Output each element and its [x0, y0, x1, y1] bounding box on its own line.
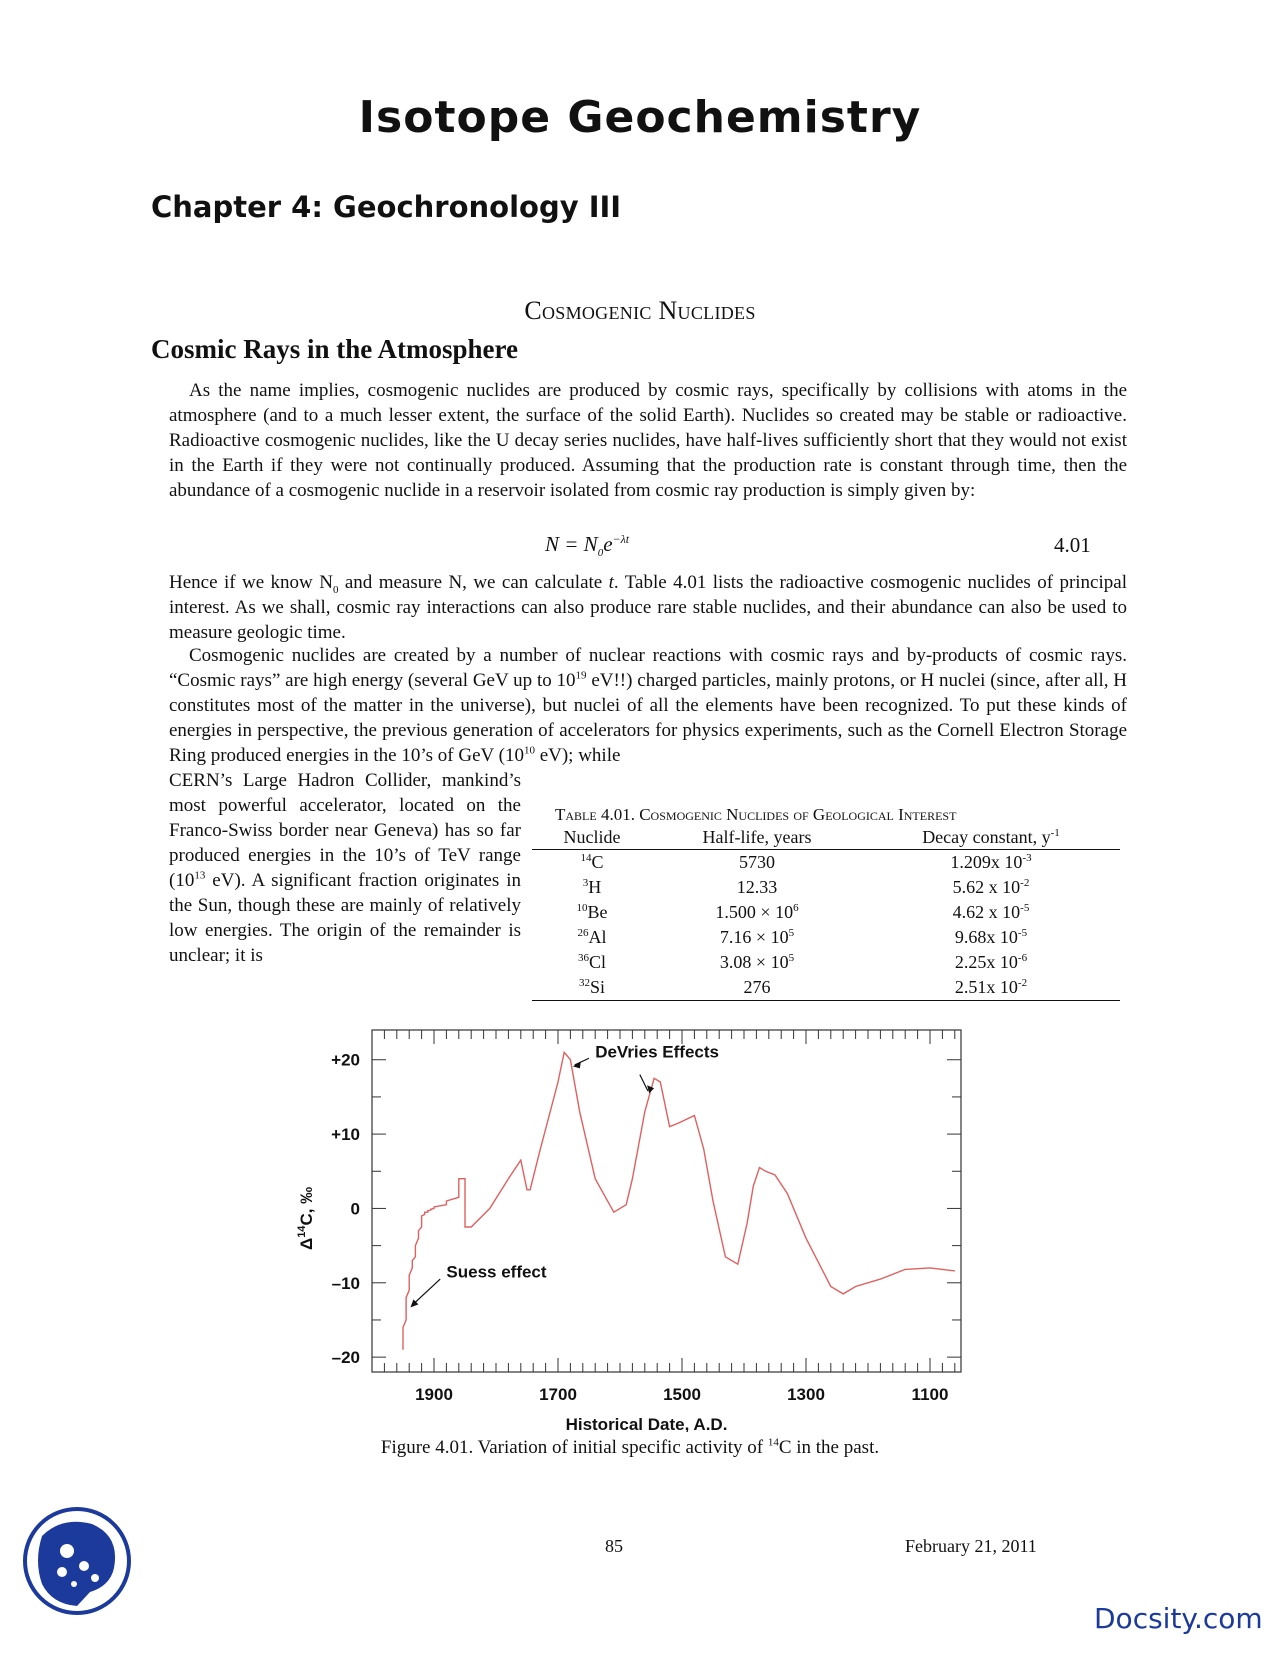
header-nuclide: Nuclide — [532, 827, 652, 850]
paragraph-hence-a: Hence if we know N — [169, 572, 333, 593]
half-life-value: 1.500 × 10 — [715, 902, 794, 922]
paragraph-cosmic-rays-wrap — [169, 768, 521, 968]
y-tick-label: 0 — [350, 1199, 360, 1219]
equation-exponent: −λt — [612, 532, 630, 546]
table-row — [532, 900, 1120, 925]
y-tick-label: +10 — [331, 1125, 360, 1145]
element-symbol: Si — [589, 977, 605, 997]
n0-subscript: 0 — [332, 583, 339, 596]
exponent-10: 10 — [523, 744, 535, 757]
chapter-title: Chapter 4: Geochronology III — [151, 190, 622, 224]
cell-half-life — [652, 975, 862, 1001]
element-symbol: H — [588, 877, 602, 897]
x-tick-label: 1900 — [415, 1385, 453, 1404]
figure-caption-exp: 14 — [767, 1436, 779, 1449]
paragraph-cosmic-rays-b: eV!!) charged particles, mainly protons, or H nuclei (since, after all, H constitutes most of the matter in the universe), but nuclei of all the elements have been recognized. To put these kinds of energies in perspective, the previous generation of accelerators for physics experiments, such as the Cornell Electron Storage Ring produced energies in the 10’s of GeV (10 — [169, 670, 1127, 766]
header-decay-constant — [862, 827, 1120, 850]
mass-number: 10 — [576, 902, 588, 914]
table-row — [532, 850, 1120, 876]
y-axis-label: $\Delta^{14}C$, ‰ — [296, 1186, 316, 1251]
equation-subscript: 0 — [597, 547, 604, 560]
header-decay-constant-label: Decay constant, y — [922, 827, 1051, 847]
x-tick-label: 1300 — [787, 1385, 825, 1404]
paragraph-hence — [169, 570, 1127, 645]
cell-nuclide — [532, 900, 652, 925]
paragraph-wrap-a: CERN’s Large Hadron Collider, mankind’s most powerful accelerator, located on the Franco-Swiss border near Geneva) has so far produced energies in the 10’s of TeV range (10 — [169, 770, 521, 891]
variable-t: t — [608, 572, 614, 593]
half-life-value: 12.33 — [736, 877, 778, 897]
decay-constant-value: 5.62 x 10 — [952, 877, 1021, 897]
decay-constant-value: 4.62 x 10 — [952, 902, 1021, 922]
exponent-19: 19 — [575, 669, 587, 682]
element-symbol: C — [591, 852, 604, 872]
docsity-logo-icon[interactable] — [22, 1506, 132, 1616]
cell-decay-constant — [862, 950, 1120, 975]
cell-decay-constant — [862, 975, 1120, 1001]
cell-half-life — [652, 900, 862, 925]
mass-number: 32 — [578, 977, 590, 989]
x-tick-label: 1100 — [911, 1385, 949, 1404]
half-life-value: 5730 — [739, 852, 775, 872]
table-row — [532, 975, 1120, 1001]
decay-constant-exp: -5 — [1020, 902, 1030, 914]
x-tick-label: 1700 — [539, 1385, 577, 1404]
page-number: 85 — [605, 1536, 623, 1556]
mass-number: 36 — [577, 952, 589, 964]
paragraph-cosmic-rays — [169, 643, 1127, 768]
cell-decay-constant — [862, 900, 1120, 925]
cell-half-life — [652, 875, 862, 900]
cell-nuclide — [532, 950, 652, 975]
annotation-suess-arrow — [412, 1279, 440, 1305]
plot-frame — [372, 1030, 961, 1372]
table-row — [532, 950, 1120, 975]
annotation-devries: DeVries Effects — [595, 1042, 719, 1062]
cell-nuclide — [532, 975, 652, 1001]
cell-decay-constant — [862, 875, 1120, 900]
table-row — [532, 875, 1120, 900]
element-symbol: Be — [587, 902, 608, 922]
paragraph-hence-c: . Table 4.01 lists the radioactive cosmogenic nuclides of principal interest. As we shall, cosmic ray interactions can also produce rare stable nuclides, and their abundance can also be used to measure geologic time. — [169, 572, 1127, 643]
table-row — [532, 925, 1120, 950]
mass-number: 3 — [582, 877, 589, 889]
table-caption: Table 4.01. Cosmogenic Nuclides of Geological Interest — [555, 805, 957, 824]
document-title: Isotope Geochemistry — [358, 92, 922, 143]
exponent-13: 13 — [194, 869, 206, 882]
x-tick-label: 1500 — [663, 1385, 701, 1404]
half-life-value: 3.08 × 10 — [719, 952, 789, 972]
paragraph-intro: As the name implies, cosmogenic nuclides are produced by cosmic rays, specifically by collisions with atoms in the atmosphere (and to a much lesser extent, the surface of the solid Earth). Nuclides so created may be stable or radioactive. Radioactive cosmogenic nuclides, like the U decay series nuclides, have half-lives sufficiently short that they would not exist in the Earth if they were not continually produced. Assuming that the production rate is constant through time, then the abundance of a cosmogenic nuclide in a reservoir isolated from cosmic ray production is simply given by: — [169, 380, 1127, 501]
decay-constant-value: 9.68x 10 — [954, 927, 1018, 947]
y-tick-label: –20 — [331, 1348, 360, 1368]
y-tick-label: +20 — [331, 1050, 360, 1070]
half-life-exp: 5 — [788, 927, 795, 939]
decay-constant-exp: -5 — [1017, 927, 1028, 939]
cell-half-life — [652, 950, 862, 975]
delta-14c-chart — [290, 1022, 1010, 1432]
paragraph-cosmic-rays-a: Cosmogenic nuclides are created by a number of nuclear reactions with cosmic rays and by-products of cosmic rays. “Cosmic rays” are high energy (several GeV up to 10 — [169, 645, 1127, 691]
decay-constant-exp: -2 — [1020, 877, 1030, 889]
cell-decay-constant — [862, 850, 1120, 876]
figure-caption — [0, 1437, 1260, 1459]
paragraph-cosmic-rays-c: eV); while — [534, 745, 621, 766]
section-title: Cosmogenic Nuclides — [524, 296, 756, 325]
mass-number: 14 — [580, 852, 592, 864]
cell-nuclide — [532, 875, 652, 900]
docsity-link[interactable]: Docsity.com — [1094, 1602, 1263, 1635]
cell-half-life — [652, 850, 862, 876]
element-symbol: Cl — [588, 952, 606, 972]
x-axis-label: Historical Date, A.D. — [565, 1415, 728, 1432]
paragraph-hence-b: and measure N, we can calculate — [338, 572, 609, 593]
table-header-row — [532, 827, 1120, 850]
annotation-devries-arrowhead-1 — [573, 1061, 581, 1068]
nuclide-table — [532, 827, 1120, 1001]
decay-constant-value: 2.51x 10 — [954, 977, 1018, 997]
paragraph-wrap-b: eV). A significant fraction originates in the Sun, though these are mainly of relatively low energies. The origin of the remainder is unclear; it is — [169, 870, 521, 966]
series-line-delta14c — [403, 1052, 955, 1349]
cell-nuclide — [532, 850, 652, 876]
half-life-exp: 6 — [793, 902, 799, 914]
decay-constant-exp: -6 — [1017, 952, 1028, 964]
equation-number: 4.01 — [1054, 533, 1091, 557]
header-half-life: Half-life, years — [652, 827, 862, 850]
half-life-value: 7.16 × 10 — [719, 927, 789, 947]
element-symbol: Al — [588, 927, 607, 947]
figure-caption-pre: Figure 4.01. Variation of initial specific activity of — [380, 1437, 768, 1458]
cell-nuclide — [532, 925, 652, 950]
cell-half-life — [652, 925, 862, 950]
header-decay-exp: -1 — [1050, 827, 1060, 839]
figure-caption-post: C in the past. — [778, 1437, 880, 1458]
half-life-value: 276 — [743, 977, 771, 997]
equation-decay — [545, 532, 630, 560]
cell-decay-constant — [862, 925, 1120, 950]
annotation-suess: Suess effect — [446, 1262, 547, 1282]
equation-base: e — [603, 532, 613, 556]
mass-number: 26 — [577, 927, 589, 939]
footer-date: February 21, 2011 — [905, 1536, 1037, 1556]
decay-constant-value: 2.25x 10 — [954, 952, 1018, 972]
half-life-exp: 5 — [788, 952, 795, 964]
subsection-title: Cosmic Rays in the Atmosphere — [151, 334, 518, 364]
decay-constant-exp: -3 — [1022, 852, 1032, 864]
decay-constant-value: 1.209x 10 — [950, 852, 1023, 872]
y-tick-label: –10 — [331, 1273, 360, 1293]
decay-constant-exp: -2 — [1017, 977, 1028, 989]
annotation-devries-arrow-2 — [640, 1075, 648, 1091]
equation-lhs: N = N — [545, 532, 598, 556]
